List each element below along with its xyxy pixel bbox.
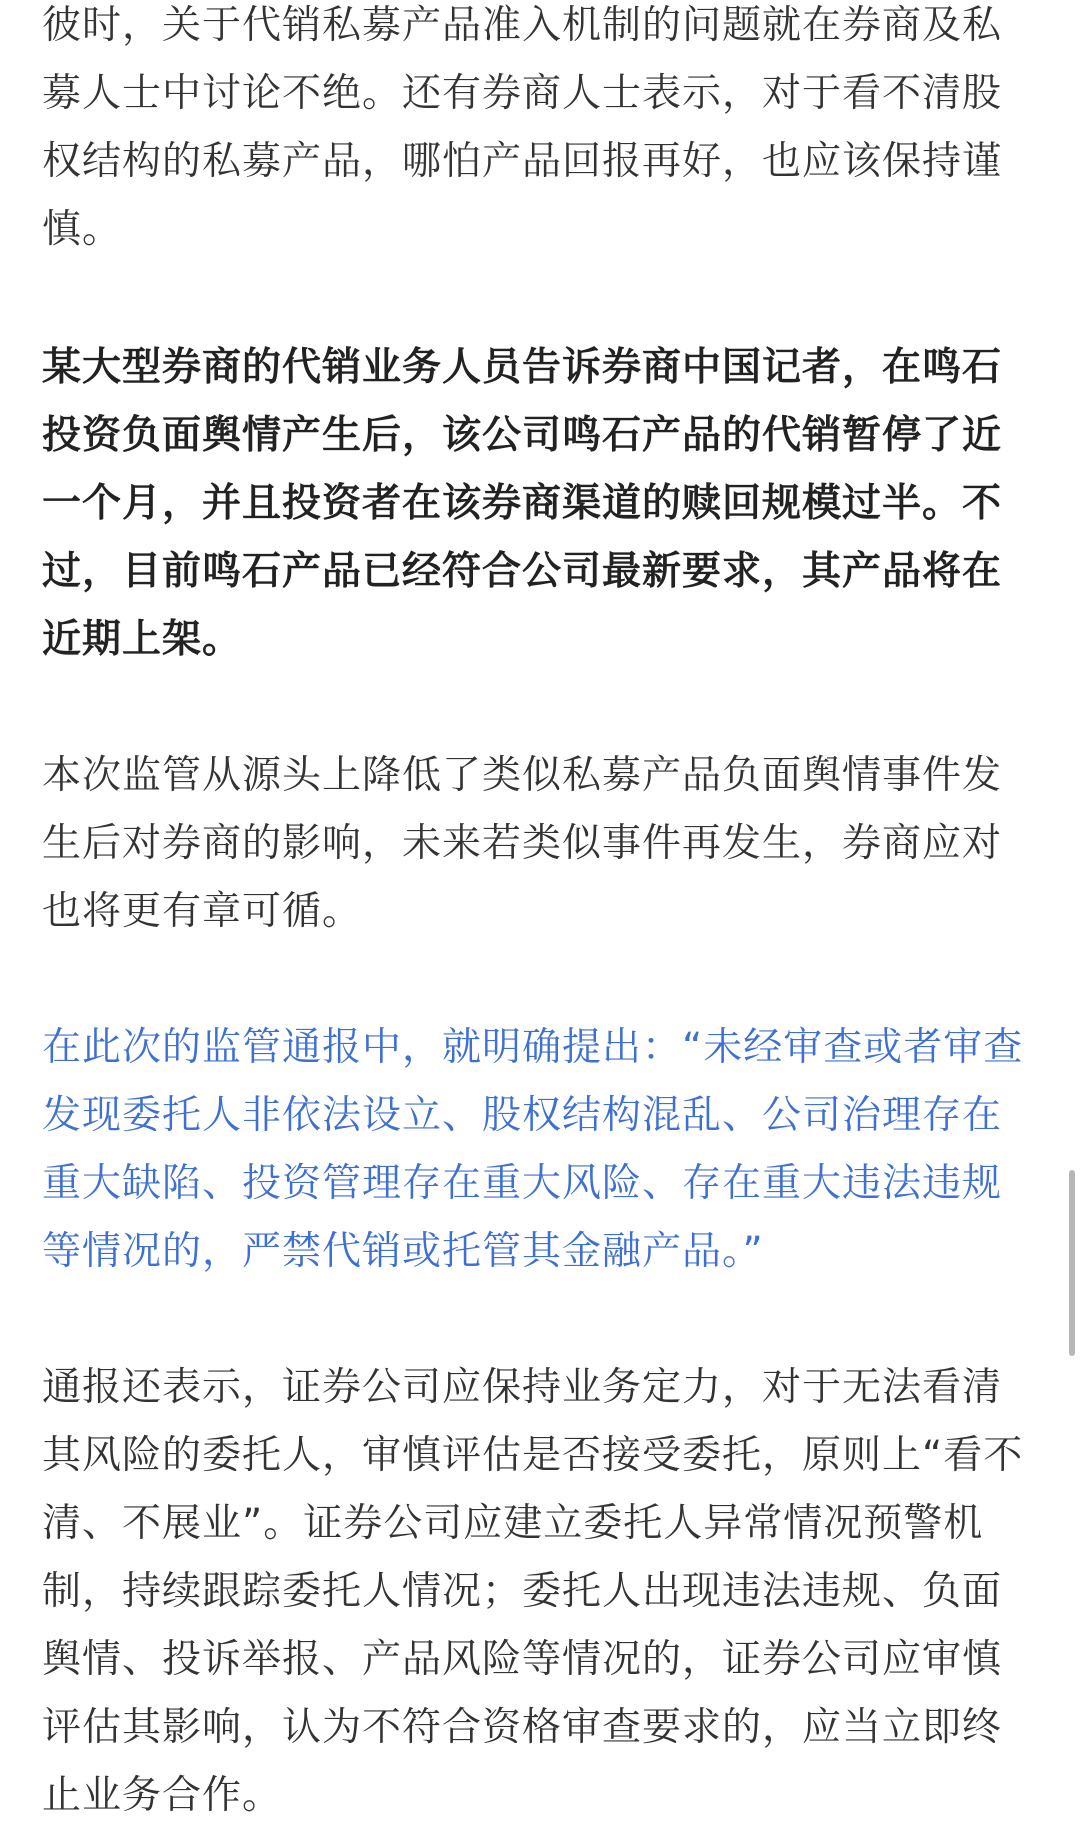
text-line: 止业务合作。 — [42, 1773, 283, 1818]
text-line: 评估其影响，认为不符合资格审查要求的，应当立即终 — [42, 1705, 1003, 1750]
text-line: 慎。 — [42, 207, 123, 252]
text-line: 等情况的，严禁代销或托管其金融产品。” — [42, 1229, 764, 1274]
text-line: 舆情、投诉举报、产品风险等情况的，证券公司应审慎 — [42, 1637, 1003, 1682]
text-line: 投资负面舆情产生后，该公司鸣石产品的代销暂停了近 — [42, 413, 1003, 458]
paragraph-regulatory-notice-quote — [42, 1014, 1042, 1286]
paragraph-broker-quote-bold — [42, 334, 1042, 674]
text-line: 制，持续跟踪委托人情况；委托人出现违法违规、负面 — [42, 1569, 1003, 1614]
text-line: 权结构的私募产品，哪怕产品回报再好，也应该保持谨 — [42, 139, 1003, 184]
text-line: 在此次的监管通报中，就明确提出：“未经审查或者审查 — [42, 1025, 1024, 1070]
text-line: 也将更有章可循。 — [42, 889, 363, 934]
text-line: 近期上架。 — [42, 617, 243, 662]
text-line: 某大型券商的代销业务人员告诉券商中国记者，在鸣石 — [42, 345, 1003, 390]
text-line: 通报还表示，证券公司应保持业务定力，对于无法看清 — [42, 1365, 1003, 1410]
paragraph-private-fund-access — [42, 0, 1042, 264]
text-line: 一个月，并且投资者在该券商渠道的赎回规模过半。不 — [42, 481, 1003, 526]
text-line: 其风险的委托人，审慎评估是否接受委托，原则上“看不 — [42, 1433, 1024, 1478]
text-line: 过，目前鸣石产品已经符合公司最新要求，其产品将在 — [42, 549, 1003, 594]
text-line: 彼时，关于代销私募产品准入机制的问题就在券商及私 — [42, 3, 1003, 48]
text-line: 募人士中讨论不绝。还有券商人士表示，对于看不清股 — [42, 71, 1003, 116]
text-line: 发现委托人非依法设立、股权结构混乱、公司治理存在 — [42, 1093, 1003, 1138]
text-line: 清、不展业”。证券公司应建立委托人异常情况预警机 — [42, 1501, 984, 1546]
paragraph-regulation-impact — [42, 742, 1042, 946]
paragraph-notice-requirements — [42, 1354, 1042, 1830]
text-line: 本次监管从源头上降低了类似私募产品负面舆情事件发 — [42, 753, 1003, 798]
text-line: 重大缺陷、投资管理存在重大风险、存在重大违法违规 — [42, 1161, 1003, 1206]
text-line: 生后对券商的影响，未来若类似事件再发生，券商应对 — [42, 821, 1003, 866]
scrollbar-thumb[interactable] — [1069, 1170, 1075, 1356]
